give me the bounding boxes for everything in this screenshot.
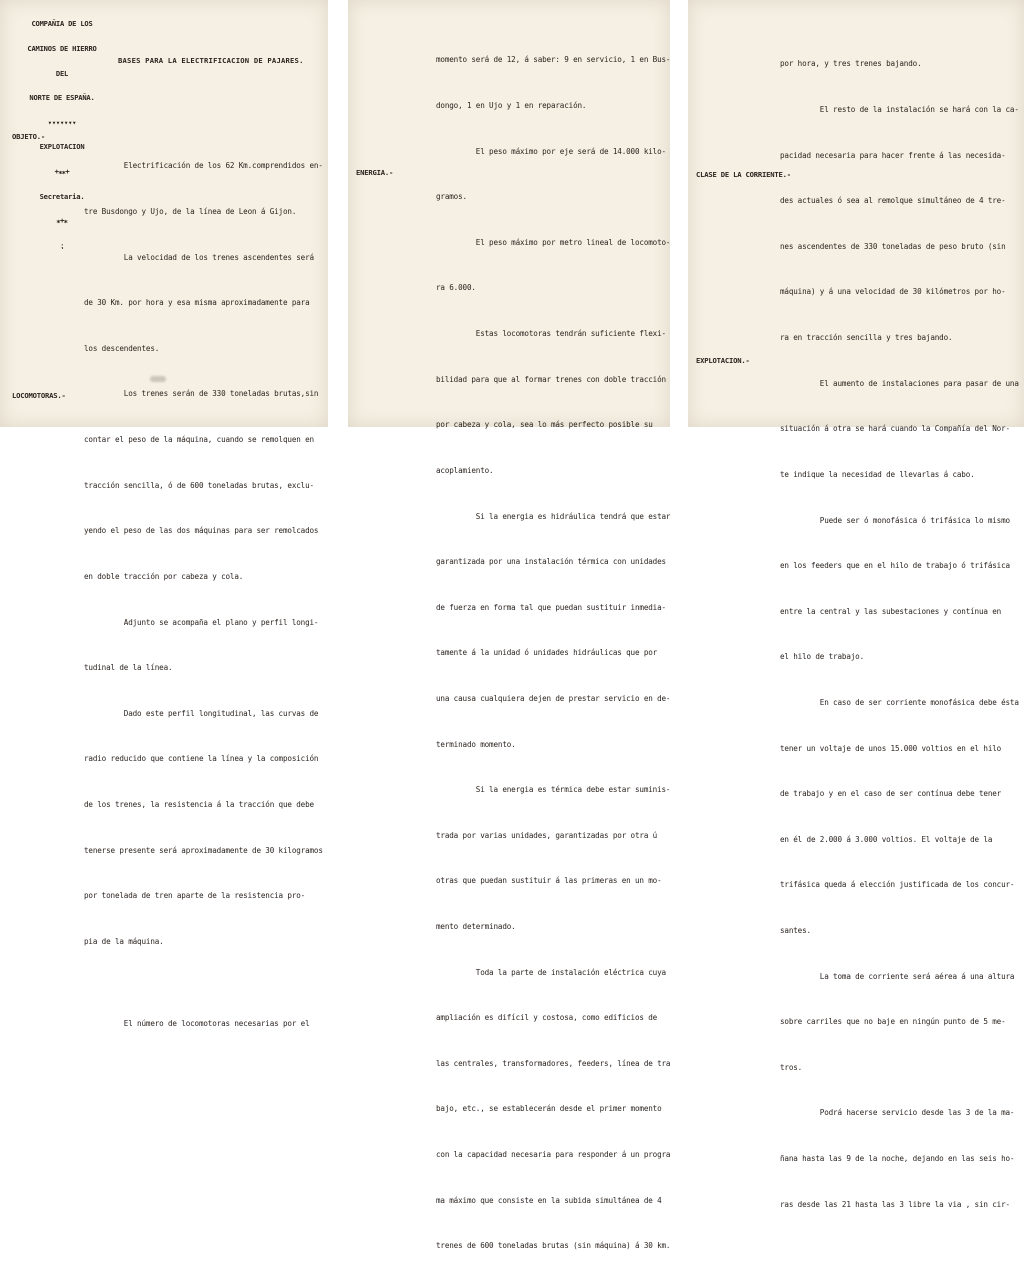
text-line: en él de 2.000 á 3.000 voltios. El voltaje de la — [780, 834, 993, 844]
text-line: La toma de corriente será aérea á una altura — [780, 971, 1015, 981]
text-line: ras desde las 21 hasta las 3 libre la via , sin cir- — [780, 1199, 1010, 1209]
text-line: Adjunto se acompaña el plano y perfil longi- — [84, 617, 319, 627]
text-line: los descendentes. — [84, 343, 160, 353]
text-line: ampliación es difícil y costosa, como edificios de — [436, 1013, 658, 1023]
text-line: mento determinado. — [436, 921, 516, 931]
text-line: por tonelada de tren aparte de la resistencia pro- — [84, 891, 306, 901]
text-line: nes ascendentes de 330 toneladas de peso bruto (sin — [780, 241, 1006, 251]
document-page-2 — [348, 0, 671, 1251]
document-title: BASES PARA LA ELECTRIFICACION DE PAJARES. — [118, 56, 304, 65]
text-line: acoplamiento. — [436, 465, 494, 475]
document-page-1 — [0, 0, 328, 1028]
text-line: por cabeza y cola, sea lo más perfecto posible su — [436, 420, 653, 430]
text-line: El peso máximo por eje será de 14.000 kilo- — [436, 146, 666, 156]
ornament-icon: ⁎+⁎ — [56, 216, 68, 226]
ornament-icon: ⁏ — [60, 240, 64, 250]
text-line: ma máximo que consiste en la subida simultánea de 4 — [436, 1195, 662, 1205]
text-line: tros. — [780, 1062, 803, 1072]
text-line: las centrales, transformadores, feeders, línea de tra — [436, 1058, 671, 1068]
text-line: el hilo de trabajo. — [780, 652, 865, 662]
margin-heading-energia: ENERGIA.- — [356, 168, 394, 177]
text-line: sobre carriles que no baje en ningún punto de 5 me- — [780, 1017, 1006, 1027]
text-line: dongo, 1 en Ujo y 1 en reparación. — [436, 101, 587, 111]
text-line: pia de la máquina. — [84, 936, 164, 946]
text-line: Si la energia es térmica debe estar suminis- — [436, 785, 671, 795]
text-line: ra 6.000. — [436, 283, 476, 293]
text-line: entre la central y las subestaciones y contínua en — [780, 606, 1002, 616]
text-line: de los trenes, la resistencia á la tracción que debe — [84, 799, 314, 809]
text-line: ra en tracción sencilla y tres bajando. — [780, 333, 953, 343]
letterhead-line: NORTE DE ESPAÑA. — [29, 93, 95, 103]
body-text — [780, 26, 1019, 1242]
text-line: tracción sencilla, ó de 600 toneladas brutas, exclu- — [84, 480, 314, 490]
text-line: Toda la parte de instalación eléctrica cuya — [436, 967, 666, 977]
text-line: La velocidad de los trenes ascendentes será — [84, 252, 314, 262]
text-line: des actuales ó sea al remolque simultáneo de 4 tre- — [780, 196, 1006, 206]
text-line: radio reducido que contiene la línea y la composición — [84, 754, 319, 764]
text-line: garantizada por una instalación térmica con unidades — [436, 557, 666, 567]
text-line: en doble tracción por cabeza y cola. — [84, 571, 244, 581]
text-line: terminado momento. — [436, 739, 516, 749]
text-line: de fuerza en forma tal que puedan sustituir inmedia- — [436, 602, 666, 612]
text-line: momento será de 12, á saber: 9 en servicio, 1 en Bus- — [436, 55, 671, 65]
text-line: santes. — [780, 925, 811, 935]
margin-heading-objeto: OBJETO.- — [12, 132, 46, 141]
letterhead-line: COMPAÑIA DE LOS — [31, 19, 93, 29]
body-text — [84, 128, 323, 1061]
text-line: bilidad para que al formar trenes con doble tracción — [436, 374, 666, 384]
ink-smudge — [150, 376, 166, 382]
text-line: Estas locomotoras tendrán suficiente flexi- — [436, 329, 666, 339]
text-line: Electrificación de los 62 Km.comprendidos en- — [84, 161, 323, 171]
text-line: Si la energia es hidráulica tendrá que estar — [436, 511, 671, 521]
text-line: en los feeders que en el hilo de trabajo ó trifásica — [780, 561, 1010, 571]
text-line: pacidad necesaria para hacer frente á las necesida- — [780, 150, 1006, 160]
margin-heading-locomotoras: LOCOMOTORAS.- — [12, 391, 66, 400]
text-line: bajo, etc., se establecerán desde el primer momento — [436, 1104, 662, 1114]
letterhead-line: CAMINOS DE HIERRO — [27, 44, 97, 54]
text-line: tudinal de la línea. — [84, 663, 173, 673]
margin-heading-explotacion: EXPLOTACION.- — [696, 356, 750, 365]
text-line: tre Busdongo y Ujo, de la línea de Leon á Gijon. — [84, 207, 297, 217]
text-line: otras que puedan sustituir á las primeras en un mo- — [436, 876, 662, 886]
text-line: tamente á la unidad ó unidades hidráulicas que por — [436, 648, 658, 658]
letterhead-line: EXPLOTACION — [39, 142, 85, 152]
letterhead-line: DEL — [55, 68, 69, 78]
text-line: situación á otra se hará cuando la Compañía del Nor- — [780, 424, 1010, 434]
text-line: trifásica queda á elección justificada de los concur- — [780, 880, 1015, 890]
text-line: yendo el peso de las dos máquinas para ser remolcados — [84, 526, 319, 536]
text-line: El resto de la instalación se hará con la ca- — [780, 105, 1019, 115]
text-line: tener un voltaje de unos 15.000 voltios en el hilo — [780, 743, 1002, 753]
text-line: contar el peso de la máquina, cuando se remolquen en — [84, 435, 314, 445]
text-line: tenerse presente será aproximadamente de 30 kilogramos — [84, 845, 323, 855]
body-text — [436, 22, 670, 1284]
text-line: de 30 Km. por hora y esa misma aproximadamente para — [84, 298, 310, 308]
text-line: Dado este perfil longitudinal, las curvas de — [84, 708, 319, 718]
text-line: El aumento de instalaciones para pasar de una — [780, 378, 1019, 388]
text-line: por hora, y tres trenes bajando. — [780, 59, 922, 69]
text-line: trada por varias unidades, garantizadas por otra ú — [436, 830, 658, 840]
text-line: trenes de 600 toneladas brutas (sin máquina) á 30 km. — [436, 1241, 671, 1251]
text-line: ñana hasta las 9 de la noche, dejando en las seis ho- — [780, 1154, 1015, 1164]
ornament-icon: +⁎⁎+ — [54, 167, 70, 177]
text-line: gramos. — [436, 192, 467, 202]
text-line: El peso máximo por metro lineal de locomoto- — [436, 237, 671, 247]
text-line: una causa cualquiera dejen de prestar servicio en de- — [436, 693, 671, 703]
ornament-icon: ▾▾▾▾▾▾▾ — [47, 117, 77, 127]
text-line: con la capacidad necesaria para responder á un progra — [436, 1150, 671, 1160]
text-line: te indique la necesidad de llevarlas á cabo. — [780, 469, 975, 479]
text-line: El número de locomotoras necesarias por el — [84, 1018, 310, 1028]
letterhead-line: Secretaria. — [39, 191, 85, 201]
margin-heading-clase-corriente: CLASE DE LA CORRIENTE.- — [696, 170, 791, 179]
text-line: Los trenes serán de 330 toneladas brutas,sin — [84, 389, 319, 399]
text-line: máquina) y á una velocidad de 30 kilómetros por ho- — [780, 287, 1006, 297]
text-line: Podrá hacerse servicio desde las 3 de la ma- — [780, 1108, 1015, 1118]
text-line: Puede ser ó monofásica ó trifásica lo mismo — [780, 515, 1010, 525]
text-line: de trabajo y en el caso de ser contínua debe tener — [780, 789, 1002, 799]
text-line: En caso de ser corriente monofásica debe ésta — [780, 697, 1019, 707]
document-page-3 — [688, 0, 1024, 1209]
text-line — [84, 979, 323, 985]
